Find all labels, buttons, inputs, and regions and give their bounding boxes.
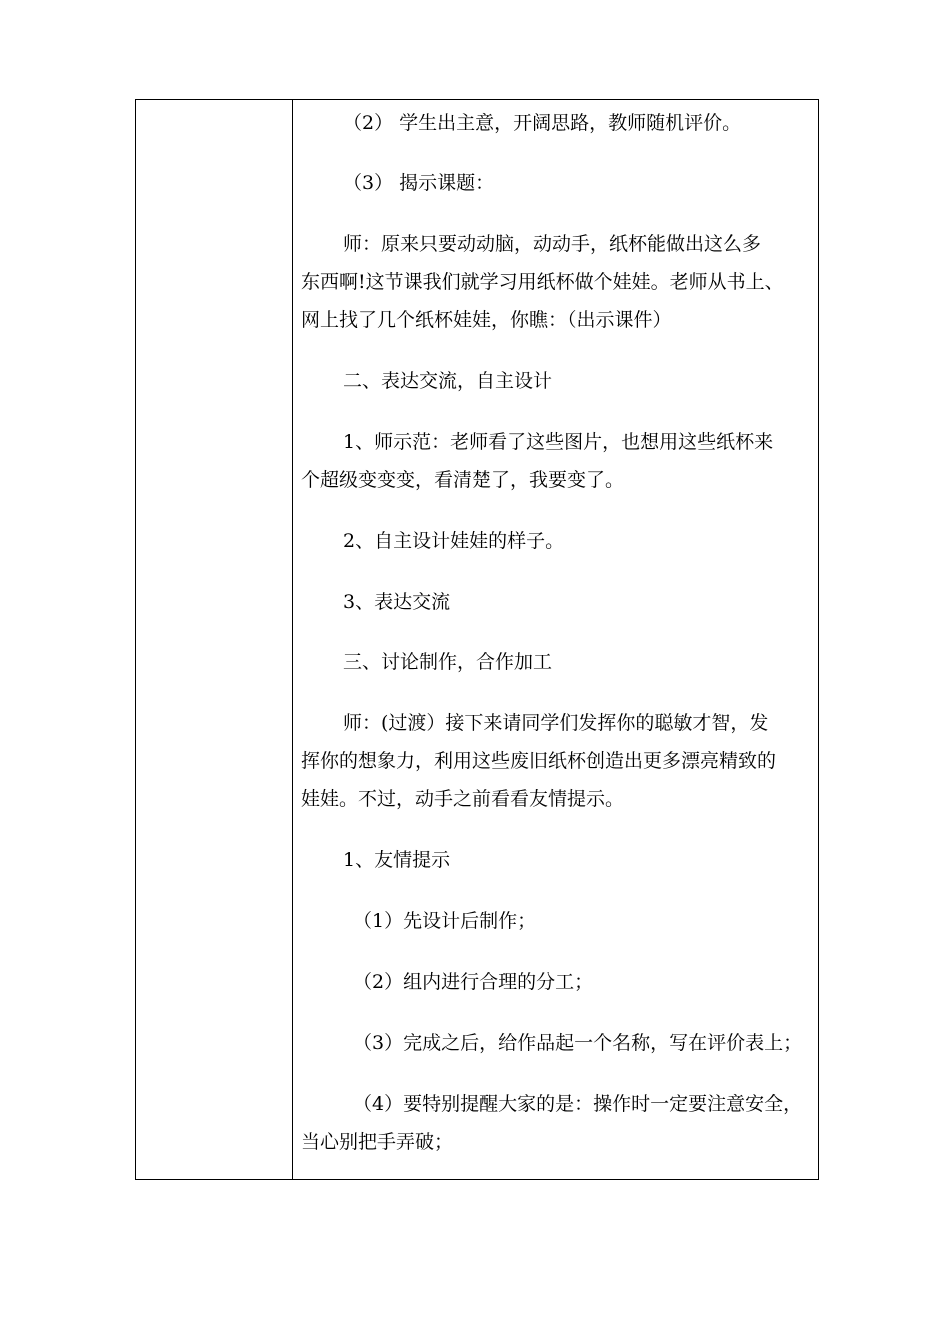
text-line: （3） 揭示课题： <box>343 172 495 194</box>
section-heading: 三、讨论制作，合作加工 <box>343 651 553 673</box>
text-line: 挥你的想象力，利用这些废旧纸杯创造出更多漂亮精致的 <box>301 750 777 772</box>
text-line: 东西啊!这节课我们就学习用纸杯做个娃娃。老师从书上、 <box>301 271 784 293</box>
text-line: 师：(过渡）接下来请同学们发挥你的聪敏才智，发 <box>343 712 769 734</box>
list-item: （2）组内进行合理的分工； <box>353 971 594 993</box>
text-line: 2、自主设计娃娃的样子。 <box>343 530 565 552</box>
text-line: （2） 学生出主意，开阔思路，教师随机评价。 <box>343 112 742 134</box>
text-line: 网上找了几个纸杯娃娃，你瞧：（出示课件） <box>301 309 672 331</box>
text-line: 个超级变变变，看清楚了，我要变了。 <box>301 469 625 491</box>
list-item: （1）先设计后制作； <box>353 910 537 932</box>
text-line: 师：原来只要动动脑，动动手，纸杯能做出这么多 <box>343 233 762 255</box>
section-heading: 二、表达交流，自主设计 <box>343 370 553 392</box>
text-line: 1、师示范：老师看了这些图片，也想用这些纸杯来 <box>343 431 774 453</box>
left-column-cell <box>136 100 293 1179</box>
list-item: （3）完成之后，给作品起一个名称，写在评价表上； <box>353 1032 803 1054</box>
text-line: 当心别把手弄破； <box>301 1131 454 1153</box>
lesson-table <box>135 99 819 1180</box>
list-item: （4）要特别提醒大家的是：操作时一定要注意安全， <box>353 1093 803 1115</box>
text-line: 3、表达交流 <box>343 591 451 613</box>
right-column-cell <box>293 100 818 1179</box>
text-line: 1、友情提示 <box>343 849 451 871</box>
text-line: 娃娃。不过，动手之前看看友情提示。 <box>301 788 625 810</box>
